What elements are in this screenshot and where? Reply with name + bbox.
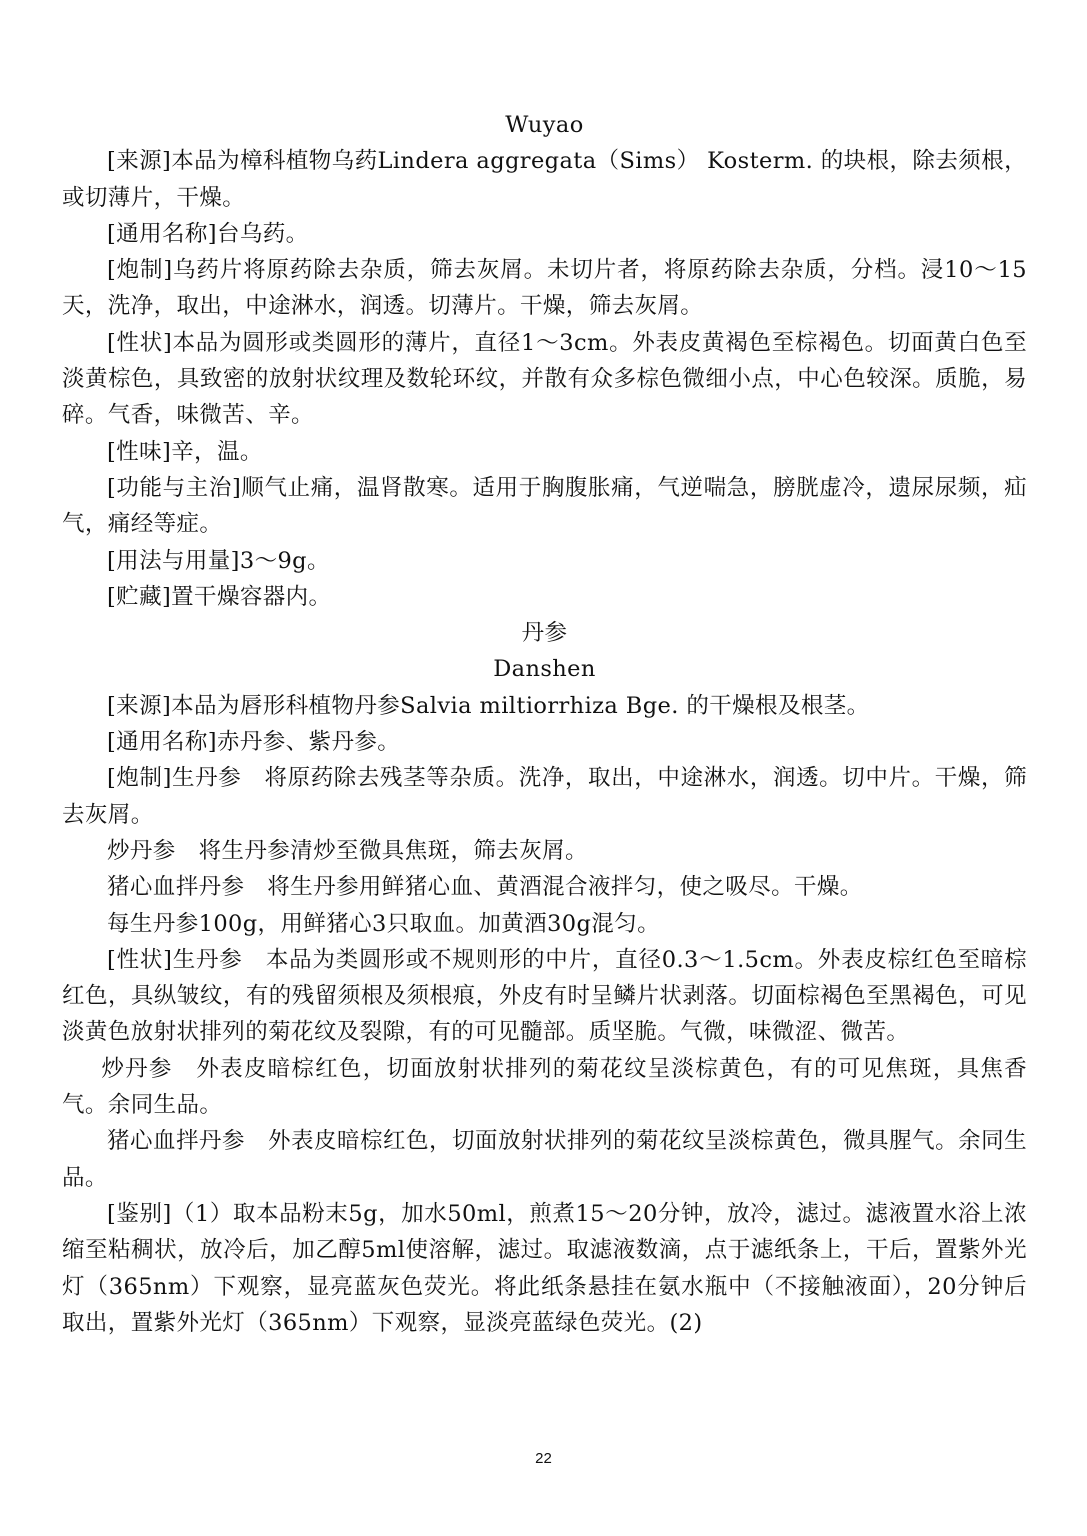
danshen-processing: [炮制]生丹参 将原药除去残茎等杂质。洗净，取出，中途淋水，润透。切中片。干燥，筛去灰屑。 bbox=[62, 765, 1027, 828]
danshen-common-name: [通用名称]赤丹参、紫丹参。 bbox=[107, 729, 401, 756]
danshen-identification: [鉴别]（1）取本品粉末5g，加水50ml，煎煮15～20分钟，放冷，滤过。滤液置水浴上浓缩至粘稠状，放冷后，加乙醇5ml使溶解，滤过。取滤液数滴，点于滤纸条上，干后，置紫外光灯（365nm）下观察，显亮蓝灰色荧光。将此纸条悬挂在氨水瓶中（不接触液面），20分钟后取出，置紫外光灯（365nm）下观察，显淡亮蓝绿色荧光。(2) bbox=[62, 1200, 1027, 1336]
danshen-description-fried: 炒丹参 外表皮暗棕红色，切面放射状排列的菊花纹呈淡棕黄色，有的可见焦斑，具焦香气。余同生品。 bbox=[62, 1055, 1027, 1119]
entry-title-pinyin-wuyao: Wuyao bbox=[505, 112, 584, 138]
wuyao-nature: [性味]辛，温。 bbox=[107, 438, 263, 465]
page-number: 22 bbox=[535, 1450, 552, 1467]
danshen-processing-fried: 炒丹参 将生丹参清炒至微具焦斑，筛去灰屑。 bbox=[107, 837, 588, 864]
wuyao-description: [性状]本品为圆形或类圆形的薄片，直径1～3cm。外表皮黄褐色至棕褐色。切面黄白色至淡黄棕色，具致密的放射状纹理及数轮环纹，并散有众多棕色微细小点，中心色较深。质脆，易碎。气香，味微苦、辛。 bbox=[62, 329, 1027, 429]
page-content bbox=[62, 107, 1027, 1341]
danshen-description-blood: 猪心血拌丹参 外表皮暗棕红色，切面放射状排列的菊花纹呈淡棕黄色，微具腥气。余同生品。 bbox=[62, 1128, 1027, 1191]
danshen-processing-blood: 猪心血拌丹参 将生丹参用鲜猪心血、黄酒混合液拌匀，使之吸尽。干燥。 bbox=[107, 874, 863, 901]
danshen-description: [性状]生丹参 本品为类圆形或不规则形的中片，直径0.3～1.5cm。外表皮棕红色至暗棕红色，具纵皱纹，有的残留须根及须根痕，外皮有时呈鳞片状剥落。切面棕褐色至黑褐色，可见淡黄色放射状排列的菊花纹及裂隙，有的可见髓部。质坚脆。气微，味微涩、微苦。 bbox=[62, 946, 1027, 1046]
entry-title-danshen: 丹参 bbox=[521, 620, 568, 647]
danshen-processing-ratio: 每生丹参100g，用鲜猪心3只取血。加黄酒30g混匀。 bbox=[107, 910, 660, 937]
entry-title-pinyin-danshen: Danshen bbox=[493, 656, 596, 683]
wuyao-functions: [功能与主治]顺气止痛，温肾散寒。适用于胸腹胀痛，气逆喘急，膀胱虚冷，遗尿尿频，疝气，痛经等症。 bbox=[62, 474, 1027, 538]
wuyao-storage: [贮藏]置干燥容器内。 bbox=[107, 583, 332, 610]
danshen-source: [来源]本品为唇形科植物丹参Salvia miltiorrhiza Bge. 的干燥根及根茎。 bbox=[107, 692, 870, 719]
wuyao-processing: [炮制]乌药片将原药除去杂质，筛去灰屑。未切片者，将原药除去杂质，分档。浸10～15天，洗净，取出，中途淋水，润透。切薄片。干燥，筛去灰屑。 bbox=[62, 257, 1027, 320]
wuyao-source: [来源]本品为樟科植物乌药Lindera aggregata（Sims） Kosterm. 的块根，除去须根，或切薄片，干燥。 bbox=[62, 148, 1027, 211]
wuyao-dosage: [用法与用量]3～9g。 bbox=[107, 547, 330, 574]
wuyao-common-name: [通用名称]台乌药。 bbox=[107, 220, 309, 247]
